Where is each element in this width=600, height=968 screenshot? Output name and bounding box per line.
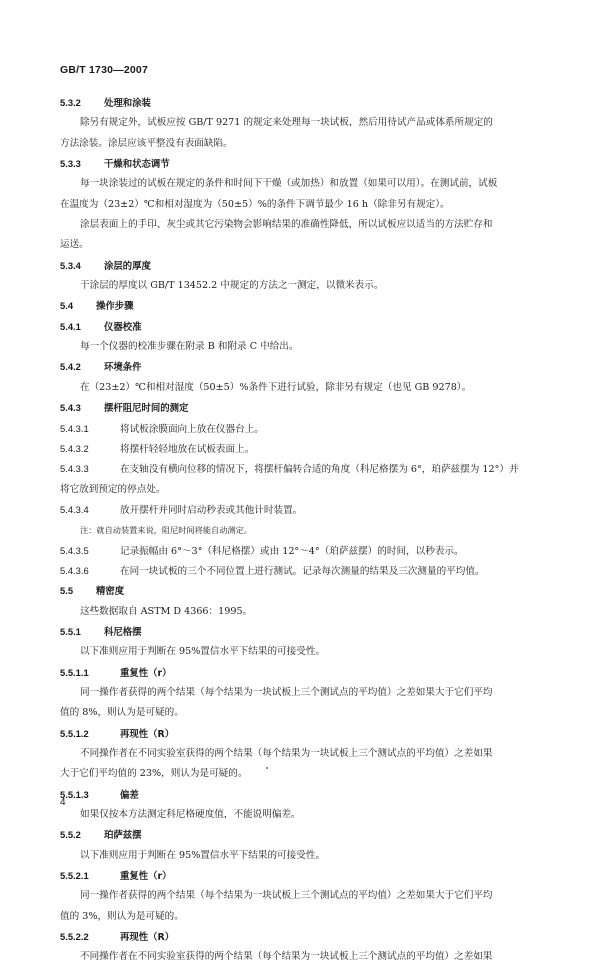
clause-text: 将摆杆轻轻地放在试板表面上。: [120, 443, 255, 455]
clause-text: 记录振幅由 6°～3°（科尼格摆）或由 12°～4°（珀萨兹摆）的时间，以秒表示。: [120, 545, 464, 557]
body-text: 大于它们平均值的 23%，则认为是可疑的。: [60, 768, 248, 780]
body-text: 在温度为（23±2）℃和相对湿度为（50±5）%的条件下调节最少 16 h（除非另有规定）。: [60, 198, 450, 210]
body-text: 同一操作者获得的两个结果（每个结果为一块试板上三个测试点的平均值）之差如果大于它们平均: [80, 686, 493, 698]
clause-item: [60, 419, 542, 439]
section-title: 环境条件: [104, 362, 142, 374]
section-title: 干燥和状态调节: [104, 159, 170, 171]
body-text: 不同操作者在不同实验室获得的两个结果（每个结果为一块试板上三个测试点的平均值）之差如果: [80, 748, 493, 759]
section-heading: [60, 296, 542, 316]
body-text: 方法涂装。涂层应该平整没有表面缺陷。: [60, 137, 233, 149]
page-number: 4: [60, 797, 66, 808]
clause-number: 5.5.2.2: [60, 931, 89, 943]
clause-number: 5.4.3.2: [60, 442, 89, 454]
clause-item: [60, 541, 542, 561]
scan-speck: [266, 767, 268, 769]
clause-text: 在同一块试板的三个不同位置上进行测试。记录每次测量的结果及三次测量的平均值。: [120, 565, 485, 577]
clause-text: 放开摆杆并同时启动秒表或其他计时装置。: [120, 504, 303, 516]
clause-text: 再现性（R）: [120, 728, 175, 740]
body-text: 值的 3%，则认为是可疑的。: [60, 910, 184, 922]
body-text: 每一个仪器的校准步骤在附录 B 和附录 C 中给出。: [80, 341, 299, 353]
section-number: 5.3.3: [60, 158, 81, 170]
section-number: 5.5: [60, 585, 74, 597]
clause-number: 5.4.3.6: [60, 564, 89, 576]
clause-text: 重复性（r）: [120, 667, 172, 679]
clause-item: [60, 500, 542, 520]
clause-text: 将试板涂膜面向上放在仪器台上。: [120, 423, 264, 435]
clause-text: 在支轴没有横向位移的情况下，将摆杆偏转合适的角度（科尼格摆为 6°，珀萨兹摆为 12°）并: [120, 464, 519, 476]
section-number: 5.4.3: [60, 402, 81, 414]
section-number: 5.5.1: [60, 625, 81, 637]
section-number: 5.3.4: [60, 259, 81, 271]
body-text: 同一操作者获得的两个结果（每个结果为一块试板上三个测试点的平均值）之差如果大于它们平均: [80, 890, 493, 902]
body-text: 运送。: [60, 239, 89, 251]
section-title: 精密度: [96, 586, 125, 598]
section-heading: [60, 93, 542, 113]
section-number: 5.5.2: [60, 829, 81, 841]
body-text: 如果仅按本方法测定科尼格硬度值，不能说明偏差。: [80, 809, 301, 821]
clause-number: 5.4.3.1: [60, 422, 89, 434]
body-text: 在（23±2）℃和相对湿度（50±5）%条件下进行试验，除非另有规定（也见 GB 9278）。: [80, 381, 472, 393]
clause-item: [60, 724, 542, 744]
body-text: 涂层表面上的手印、灰尘或其它污染物会影响结果的准确性降低，所以试板应以适当的方法贮存和: [80, 219, 493, 231]
section-title: 涂层的厚度: [104, 260, 151, 272]
clause-text: 偏差: [120, 789, 139, 801]
clause-number: 5.5.1.3: [60, 788, 89, 800]
section-title: 处理和涂装: [104, 98, 151, 109]
body-text: 将它放到预定的停点处。: [60, 483, 166, 495]
clause-number: 5.5.2.1: [60, 870, 89, 882]
section-heading: [60, 622, 542, 642]
section-heading: [60, 154, 542, 174]
note-text: 注：就自动装置来说，阻尼时间将能自动测定。: [80, 525, 252, 536]
body-text: 以下准则应用于判断在 95%置信水平下结果的可接受性。: [80, 849, 326, 861]
body-text: 值的 8%，则认为是可疑的。: [60, 707, 184, 719]
body-text: 干涂层的厚度以 GB/T 13452.2 中规定的方法之一测定，以微米表示。: [80, 280, 384, 292]
section-title: 摆杆阻尼时间的测定: [104, 403, 189, 415]
body-text: 不同操作者在不同实验室获得的两个结果（每个结果为一块试板上三个测试点的平均值）之差如果: [80, 951, 493, 963]
body-text: 每一块涂装过的试板在规定的条件和时间下干燥（或加热）和放置（如果可以用）。在测试前，试板: [80, 178, 498, 190]
clause-item: [60, 439, 542, 459]
section-number: 5.4: [60, 300, 74, 312]
section-title: 科尼格摆: [104, 626, 142, 638]
section-title: 仪器校准: [104, 321, 142, 333]
clause-text: 重复性（r）: [120, 871, 172, 883]
clause-number: 5.4.3.5: [60, 544, 89, 556]
section-title: 珀萨兹摆: [104, 830, 142, 842]
standard-code: GB/T 1730—2007: [60, 64, 149, 76]
section-number: 5.4.2: [60, 361, 81, 373]
section-title: 操作步骤: [96, 301, 134, 313]
clause-item: [60, 927, 542, 947]
document-body: [60, 93, 542, 968]
body-text: 这些数据取自 ASTM D 4366：1995。: [80, 605, 253, 617]
clause-item: [60, 561, 542, 581]
section-number: 5.3.2: [60, 97, 81, 108]
clause-item: [60, 663, 542, 683]
clause-number: 5.4.3.4: [60, 503, 89, 515]
section-heading: [60, 317, 542, 337]
clause-item: [60, 866, 542, 886]
clause-text: 再现性（R）: [120, 932, 175, 944]
section-heading: [60, 398, 542, 418]
clause-number: 5.5.1.2: [60, 727, 89, 739]
section-heading: [60, 256, 542, 276]
clause-number: 5.4.3.3: [60, 463, 89, 475]
clause-number: 5.5.1.1: [60, 666, 89, 678]
section-heading: [60, 581, 542, 601]
section-heading: [60, 357, 542, 377]
clause-item: [60, 785, 542, 805]
clause-item: [60, 459, 542, 479]
section-heading: [60, 825, 542, 845]
body-text: 除另有规定外，试板应按 GB/T 9271 的规定来处理每一块试板，然后用待试产品或体系所规定的: [80, 117, 493, 129]
body-text: 以下准则应用于判断在 95%置信水平下结果的可接受性。: [80, 646, 326, 658]
section-number: 5.4.1: [60, 320, 81, 332]
